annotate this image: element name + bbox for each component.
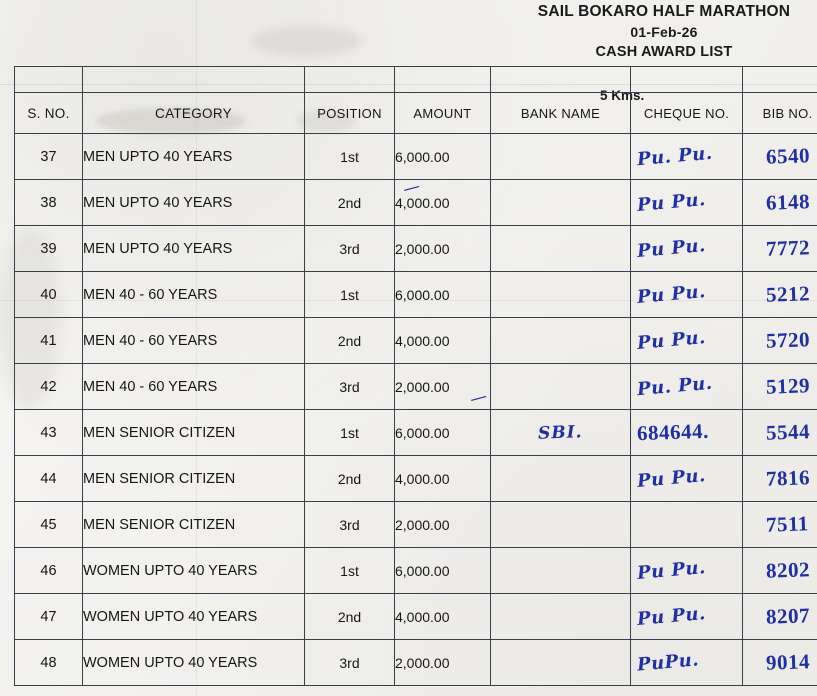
cell-position: 1st	[305, 410, 395, 456]
spacer-cell	[15, 67, 83, 93]
handwritten-cheque: Pu. Pu.	[636, 142, 714, 171]
cell-amount: 2,000.00	[395, 502, 491, 548]
handwritten-bib: 8202	[765, 557, 810, 583]
cell-cheque-no	[631, 548, 743, 594]
cell-bank-name	[491, 180, 631, 226]
handwritten-cheque: Pu Pu.	[636, 465, 707, 492]
event-title: SAIL BOKARO HALF MARATHON	[537, 3, 791, 20]
cell-amount: 4,000.00	[395, 318, 491, 364]
cell-position: 3rd	[305, 502, 395, 548]
handwritten-bib: 7511	[765, 511, 810, 537]
handwritten-bib: 8207	[765, 603, 810, 629]
column-header-bib-no: BIB NO.	[743, 93, 817, 134]
cell-sno: 39	[15, 226, 83, 272]
cell-amount: 2,000.00	[395, 640, 491, 686]
cell-bib-no	[743, 226, 817, 272]
table-row	[15, 594, 817, 640]
cell-bank-name	[491, 594, 631, 640]
cell-category: WOMEN UPTO 40 YEARS	[83, 640, 305, 686]
cell-amount: 6,000.00	[395, 410, 491, 456]
handwritten-cheque: Pu. Pu.	[636, 372, 714, 401]
column-header-cheque-no: CHEQUE NO.	[631, 93, 743, 134]
handwritten-bib: 5720	[765, 327, 810, 353]
table-row	[15, 410, 817, 456]
cell-sno: 46	[15, 548, 83, 594]
cell-bib-no	[743, 594, 817, 640]
cell-bib-no	[743, 364, 817, 410]
cell-bank-name	[491, 640, 631, 686]
cell-category: MEN SENIOR CITIZEN	[83, 410, 305, 456]
cell-bib-no	[743, 502, 817, 548]
table-row	[15, 640, 817, 686]
cell-amount: 2,000.00	[395, 226, 491, 272]
handwritten-bib: 9014	[765, 649, 810, 675]
cell-bib-no	[743, 548, 817, 594]
cell-amount: 4,000.00	[395, 456, 491, 502]
table-row	[15, 548, 817, 594]
cell-sno: 48	[15, 640, 83, 686]
handwritten-cheque: Pu Pu.	[636, 557, 707, 584]
cell-bib-no	[743, 410, 817, 456]
cell-sno: 42	[15, 364, 83, 410]
event-date: 01-Feb-26	[630, 24, 698, 40]
handwritten-cheque: Pu Pu.	[636, 327, 707, 354]
table-row	[15, 134, 817, 180]
cell-bib-no	[743, 134, 817, 180]
cell-amount: 4,000.00	[395, 180, 491, 226]
cell-bank-name	[491, 548, 631, 594]
cell-category: MEN UPTO 40 YEARS	[83, 226, 305, 272]
cell-bank-name	[491, 318, 631, 364]
cell-position: 1st	[305, 272, 395, 318]
spacer-cell	[395, 67, 491, 93]
column-header-category: CATEGORY	[83, 93, 305, 134]
handwritten-cheque: Pu Pu.	[636, 189, 707, 216]
cell-position: 3rd	[305, 640, 395, 686]
cell-cheque-no	[631, 134, 743, 180]
cell-position: 1st	[305, 134, 395, 180]
spacer-cell	[743, 67, 817, 93]
cell-category: MEN UPTO 40 YEARS	[83, 180, 305, 226]
table-row	[15, 502, 817, 548]
cell-bank-name	[491, 134, 631, 180]
cell-bank-name	[491, 364, 631, 410]
paper-smudge	[252, 26, 362, 56]
cell-cheque-no	[631, 456, 743, 502]
cell-position: 3rd	[305, 364, 395, 410]
spacer-cell	[631, 67, 743, 93]
cell-sno: 44	[15, 456, 83, 502]
ink-mark: —	[400, 176, 423, 200]
cell-bib-no	[743, 456, 817, 502]
cell-bank-name	[491, 456, 631, 502]
spacer-cell	[83, 67, 305, 93]
cell-sno: 38	[15, 180, 83, 226]
handwritten-cheque: 684644.	[636, 418, 710, 446]
cell-bank-name	[491, 226, 631, 272]
cell-bib-no	[743, 272, 817, 318]
table-row	[15, 226, 817, 272]
column-header-sno: S. NO.	[15, 93, 83, 134]
cell-sno: 43	[15, 410, 83, 456]
cell-sno: 45	[15, 502, 83, 548]
cell-position: 2nd	[305, 180, 395, 226]
column-header-bank-name: BANK NAME	[491, 93, 631, 134]
cell-amount: 4,000.00	[395, 594, 491, 640]
cell-category: MEN SENIOR CITIZEN	[83, 502, 305, 548]
handwritten-cheque: PuPu.	[636, 649, 700, 676]
cell-position: 1st	[305, 548, 395, 594]
cell-category: MEN UPTO 40 YEARS	[83, 134, 305, 180]
cell-cheque-no	[631, 410, 743, 456]
table-row	[15, 272, 817, 318]
cell-cheque-no	[631, 318, 743, 364]
handwritten-cheque: Pu Pu.	[636, 281, 707, 308]
cell-position: 2nd	[305, 318, 395, 364]
cell-sno: 40	[15, 272, 83, 318]
column-header-position: POSITION	[305, 93, 395, 134]
cell-amount: 2,000.00	[395, 364, 491, 410]
cell-cheque-no	[631, 502, 743, 548]
table-row	[15, 318, 817, 364]
cell-bib-no	[743, 640, 817, 686]
handwritten-bib: 7816	[765, 465, 810, 491]
table-body	[15, 134, 817, 686]
handwritten-bib: 6148	[765, 189, 810, 215]
cell-cheque-no	[631, 226, 743, 272]
cell-sno: 47	[15, 594, 83, 640]
ink-mark: —	[467, 386, 490, 410]
cell-position: 2nd	[305, 456, 395, 502]
handwritten-cheque: Pu Pu.	[636, 235, 707, 262]
cell-amount: 6,000.00	[395, 272, 491, 318]
cell-bank-name	[491, 502, 631, 548]
cell-position: 2nd	[305, 594, 395, 640]
spacer-cell	[491, 67, 631, 93]
cell-category: MEN SENIOR CITIZEN	[83, 456, 305, 502]
cell-sno: 37	[15, 134, 83, 180]
cell-category: WOMEN UPTO 40 YEARS	[83, 548, 305, 594]
cell-cheque-no	[631, 640, 743, 686]
document-title-block	[519, 2, 809, 62]
table-row	[15, 364, 817, 410]
cell-sno: 41	[15, 318, 83, 364]
handwritten-bib: 5544	[765, 419, 810, 445]
cell-cheque-no	[631, 594, 743, 640]
cell-amount: 6,000.00	[395, 548, 491, 594]
cash-award-table	[14, 66, 817, 686]
handwritten-bank: SBI.	[537, 421, 584, 444]
cell-category: MEN 40 - 60 YEARS	[83, 318, 305, 364]
cell-bank-name	[491, 272, 631, 318]
cell-category: WOMEN UPTO 40 YEARS	[83, 594, 305, 640]
handwritten-bib: 7772	[765, 235, 810, 261]
cell-position: 3rd	[305, 226, 395, 272]
document-subtitle: CASH AWARD LIST	[595, 44, 733, 60]
cell-bib-no	[743, 180, 817, 226]
cell-bank-name	[491, 410, 631, 456]
distance-subheading: 5 Kms.	[600, 88, 645, 103]
cell-bib-no	[743, 318, 817, 364]
cell-cheque-no	[631, 272, 743, 318]
cell-category: MEN 40 - 60 YEARS	[83, 364, 305, 410]
cell-category: MEN 40 - 60 YEARS	[83, 272, 305, 318]
table-row	[15, 456, 817, 502]
handwritten-cheque: Pu Pu.	[636, 603, 707, 630]
spacer-cell	[305, 67, 395, 93]
handwritten-bib: 5129	[765, 373, 810, 399]
table-spacer-row	[15, 67, 817, 93]
cell-amount: 6,000.00	[395, 134, 491, 180]
table-header-row	[15, 93, 817, 134]
cell-cheque-no	[631, 364, 743, 410]
column-header-amount: AMOUNT	[395, 93, 491, 134]
cell-cheque-no	[631, 180, 743, 226]
handwritten-bib: 6540	[765, 143, 810, 169]
handwritten-bib: 5212	[765, 281, 810, 307]
